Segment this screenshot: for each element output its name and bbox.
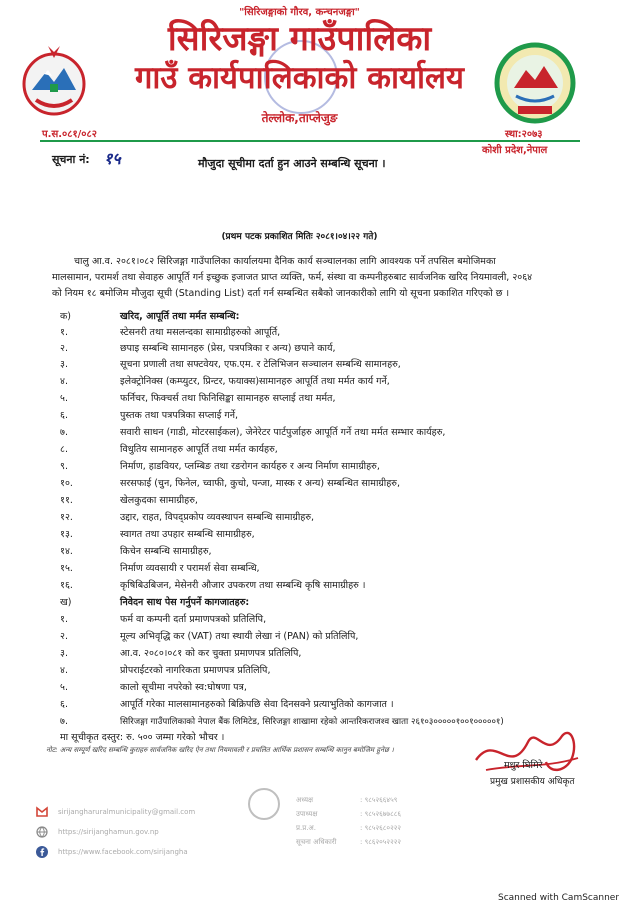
section-marker: ख): [60, 597, 72, 608]
section-title: खरिद, आपूर्ति तथा मर्मत सम्बन्धि:: [120, 311, 240, 322]
phone-row: अध्यक्ष : ९८५२६६४५९: [296, 796, 398, 804]
notice-intro-paragraph: [52, 254, 558, 302]
signatory-name: मधुर घिमिरे: [504, 760, 543, 771]
scanner-watermark: Scanned with CamScanner: [498, 893, 619, 903]
section-title: निवेदन साथ पेस गर्नुपर्ने कागजातहरु:: [120, 597, 250, 608]
header-slogan: "सिरिजङ्गाको गौरव, कन्चनजङ्गा": [239, 7, 360, 18]
phone-row: प्र.प्र.अ. : ९८५२६८०२२२: [296, 824, 401, 832]
reference-number: प.स.०८१/०८२: [42, 129, 97, 140]
contact-facebook[interactable]: https://www.facebook.com/sirijangha: [58, 848, 188, 856]
signatory-title: प्रमुख प्रशासकीय अधिकृत: [490, 777, 575, 787]
handwritten-signature-icon: [466, 712, 586, 782]
phone-row: सूचना अधिकारी : ९८६२०५२२२२: [296, 838, 401, 846]
province-name: कोशी प्रदेश,नेपाल: [482, 145, 548, 156]
phone-icon: [248, 788, 280, 820]
phone-row: उपाध्यक्ष : ९८५२६७७८८६: [296, 810, 401, 818]
footnote: नोट: अन्य सम्पूर्ण खरिद सम्बन्धि कुराहरु सार्वजनिक खरिद ऐन तथा नियमावली र प्रचलित आर्थिक प्रशासन सम्बन्धि कानुन बमोजिम हुनेछ ।: [46, 746, 394, 754]
publish-date: (प्रथम पटक प्रकाशित मितिः २०८१।०४।२२ गते): [221, 232, 378, 242]
contact-website[interactable]: https://sirijanghamun.gov.np: [58, 828, 159, 836]
notice-subject: मौजुदा सूचीमा दर्ता हुन आउने सम्बन्धि सूचना ।: [198, 157, 386, 170]
globe-icon: [36, 826, 48, 838]
intro-line: चालु आ.व. २०८१।०८२ सिरिजङ्गा गाउँपालिका कार्यालयमा दैनिक कार्य सञ्चालनका लागि आवश्यक पर्ने तपसिल बमोजिमका: [74, 256, 496, 267]
notice-number-label: सूचना नं:: [52, 153, 90, 166]
intro-line: को नियम १८ बमोजिम मौजुदा सूची (Standing List) दर्ता गर्न सम्बन्धित सबैको जानकारीको लागि यो सूचना प्रकाशित गरिएको छ ।: [52, 288, 510, 299]
office-subtitle: गाउँ कार्यपालिकाको कार्यालय: [134, 60, 465, 96]
office-name-title: सिरिजङ्गा गाउँपालिका: [167, 19, 432, 59]
notice-number-value: १५: [104, 149, 121, 168]
intro-line: मालसामान, परामर्श तथा सेवाहरु आपूर्ति गर्न इच्छुक इजाजत प्राप्त व्यक्ति, फर्म, संस्था वा कम्पनीहरुबाट सार्वजनिक खरिद नियमावली, २०६४: [52, 272, 533, 283]
gmail-icon: [36, 806, 48, 818]
facebook-icon: [36, 846, 48, 858]
office-address: तेल्लोक,ताप्लेजुङ: [261, 111, 338, 125]
contact-email[interactable]: sirijangharuralmunicipality@gmail.com: [58, 808, 195, 816]
established-year: स्था:२०७३: [505, 129, 543, 140]
section-marker: क): [60, 311, 72, 322]
letterhead-page: "सिरिजङ्गाको गौरव, कन्चनजङ्गा" सिरिजङ्गा गाउँपालिका गाउँ कार्यपालिकाको कार्यालय तेल्लोक,ताप्लेजुङ प.स.०८१/०८२ स्था:२०७३ कोशी प्रदेश,नेपाल सूचना नं: १५ मौजुदा सूचीमा दर्ता हुन आउने सम्बन्धि सूचना । (प्रथम पटक प्रकाशित मितिः २०८१।०४।२२ गते) चालु आ.व. २०८१।०८२ सिरिजङ्गा गाउँपालिका कार्यालयमा दैनिक कार्य सञ्चालनका लागि आवश्यक पर्ने तपसिल बमोजिमका मालसामान, परामर्श तथा सेवाहरु आपूर्ति गर्न इच्छुक इजाजत प्राप्त व्यक्ति, फर्म, संस्था वा कम्पनीहरुबाट सार्वजनिक खरिद नियमावली, २०६४ को नियम १८ बमोजिम मौजुदा सूची (Standing List) दर्ता गर्न सम्बन्धित सबैको जानकारीको लागि यो सूचना प्रकाशित गरिएको छ । क) खरिद, आपूर्ति तथा मर्मत सम्बन्धि: १. स्टेसनरी तथा मसलन्दका सामाग्रीहरुको आपूर्ति, २. छपाइ सम्बन्धि सामानहरु (प्रेस, पत्रपत्रिका र अन्य) छपाने कार्य, ३. सूचना प्रणाली तथा सफ्टवेयर, एफ.एम. र टेलिभिजन सञ्चालन सम्बन्धि सामानहरु, ४. इलेक्ट्रोनिक्स (कम्प्युटर, प्रिन्टर, फयाक्स)सामानहरु आपूर्ति तथा मर्मत कार्य गर्ने, ५. फर्निचर, फिक्चर्स तथा फिनिसिङ्का सामानहरु सप्लाई तथा मर्मत, ६. पुस्तक तथा पत्रपत्रिका सप्लाई गर्ने, ७. सवारी साधन (गाडी, मोटरसाईकल), जेनेरेटर पार्टपुर्जाहरु आपूर्ति गर्ने तथा मर्मत सम्भार कार्यहरु, ८. विधुतिय सामानहरु आपूर्ति तथा मर्मत कार्यहरु, ९. निर्माण, हाडवियर, प्लम्बिङ तथा रङरोगन कार्यहरु र अन्य निर्माण सामाग्रीहरु, १०. सरसफाई (चुन, फिनेल, च्वाफी, कुचो, पन्जा, मास्क र अन्य) सम्बन्धित सामाग्रीहरु, ११. खेलकुदका सामाग्रीहरु, १२. उद्दार, राहत, विपद्‍प्रकोप व्यवस्थापन सम्बन्धि सामाग्रीहरु, १३. स्वागत तथा उपहार सम्बन्धि सामाग्रीहरु, १४. किचेन सम्बन्धि सामाग्रीहरु, १५. निर्माण व्यवसायी र परामर्श सेवा सम्बन्धि, १६. कृषिबिउबिजन, मेसेनरी औजार उपकरण तथा सम्बन्धि कृषि सामाग्रीहरु । ख) निवेदन साथ पेस गर्नुपर्ने कागजातहरु: १. फर्म वा कम्पनी दर्ता प्रमाणपत्रको प्रतिलिपि, २. मूल्य अभिवृद्धि कर (VAT) तथा स्थायी लेखा नं (PAN) को प्रतिलिपि, ३. आ.व. २०८०।०८१ को कर चुक्ता प्रमाणपत्र प्रतिलिपि, ४. प्रोपराईटरको नागरिकता प्रमाणपत्र प्रतिलिपि, ५. कालो सूचीमा नपरेको स्व:घोषणा पत्र, ६. आपूर्ति गरेका मालसामानहरुको बिक्रिपछि सेवा दिनसक्ने प्रत्याभुतिको कागजात । ७. सिरिजङ्गा गाउँपालिकाको नेपाल बैंक लिमिटेड, सिरिजङ्गा शाखामा रहेको आन्तरिकराजश्व खाता २६१०३०००००१००१०००००१) मा सूचीकृत दस्तुर: रु. ५०० जम्मा गरेको भौचर । नोट: अन्य सम्पूर्ण खरिद सम्बन्धि कुराहरु सार्वजनिक खरिद ऐन तथा नियमावली र प्रचलित आर्थिक प्रशासन सम्बन्धि कानुन बमोजिम हुनेछ । मधुर घिमिरे प्रमुख प्रशासकीय अधिकृत sirijangharuralmunicipality@gmail.com https://sirijanghamun.gov.np https://www.facebook.com/sirijangha अध्यक्ष : ९८५२६६४५९ उपाध्यक्ष : ९८५२६७७८८६ प्र.प्र.अ. : ९८५२६८०२२२ सूचना अधिकारी : ९८६२०५२२२२ Scanned with CamScanner: [0, 0, 599, 910]
